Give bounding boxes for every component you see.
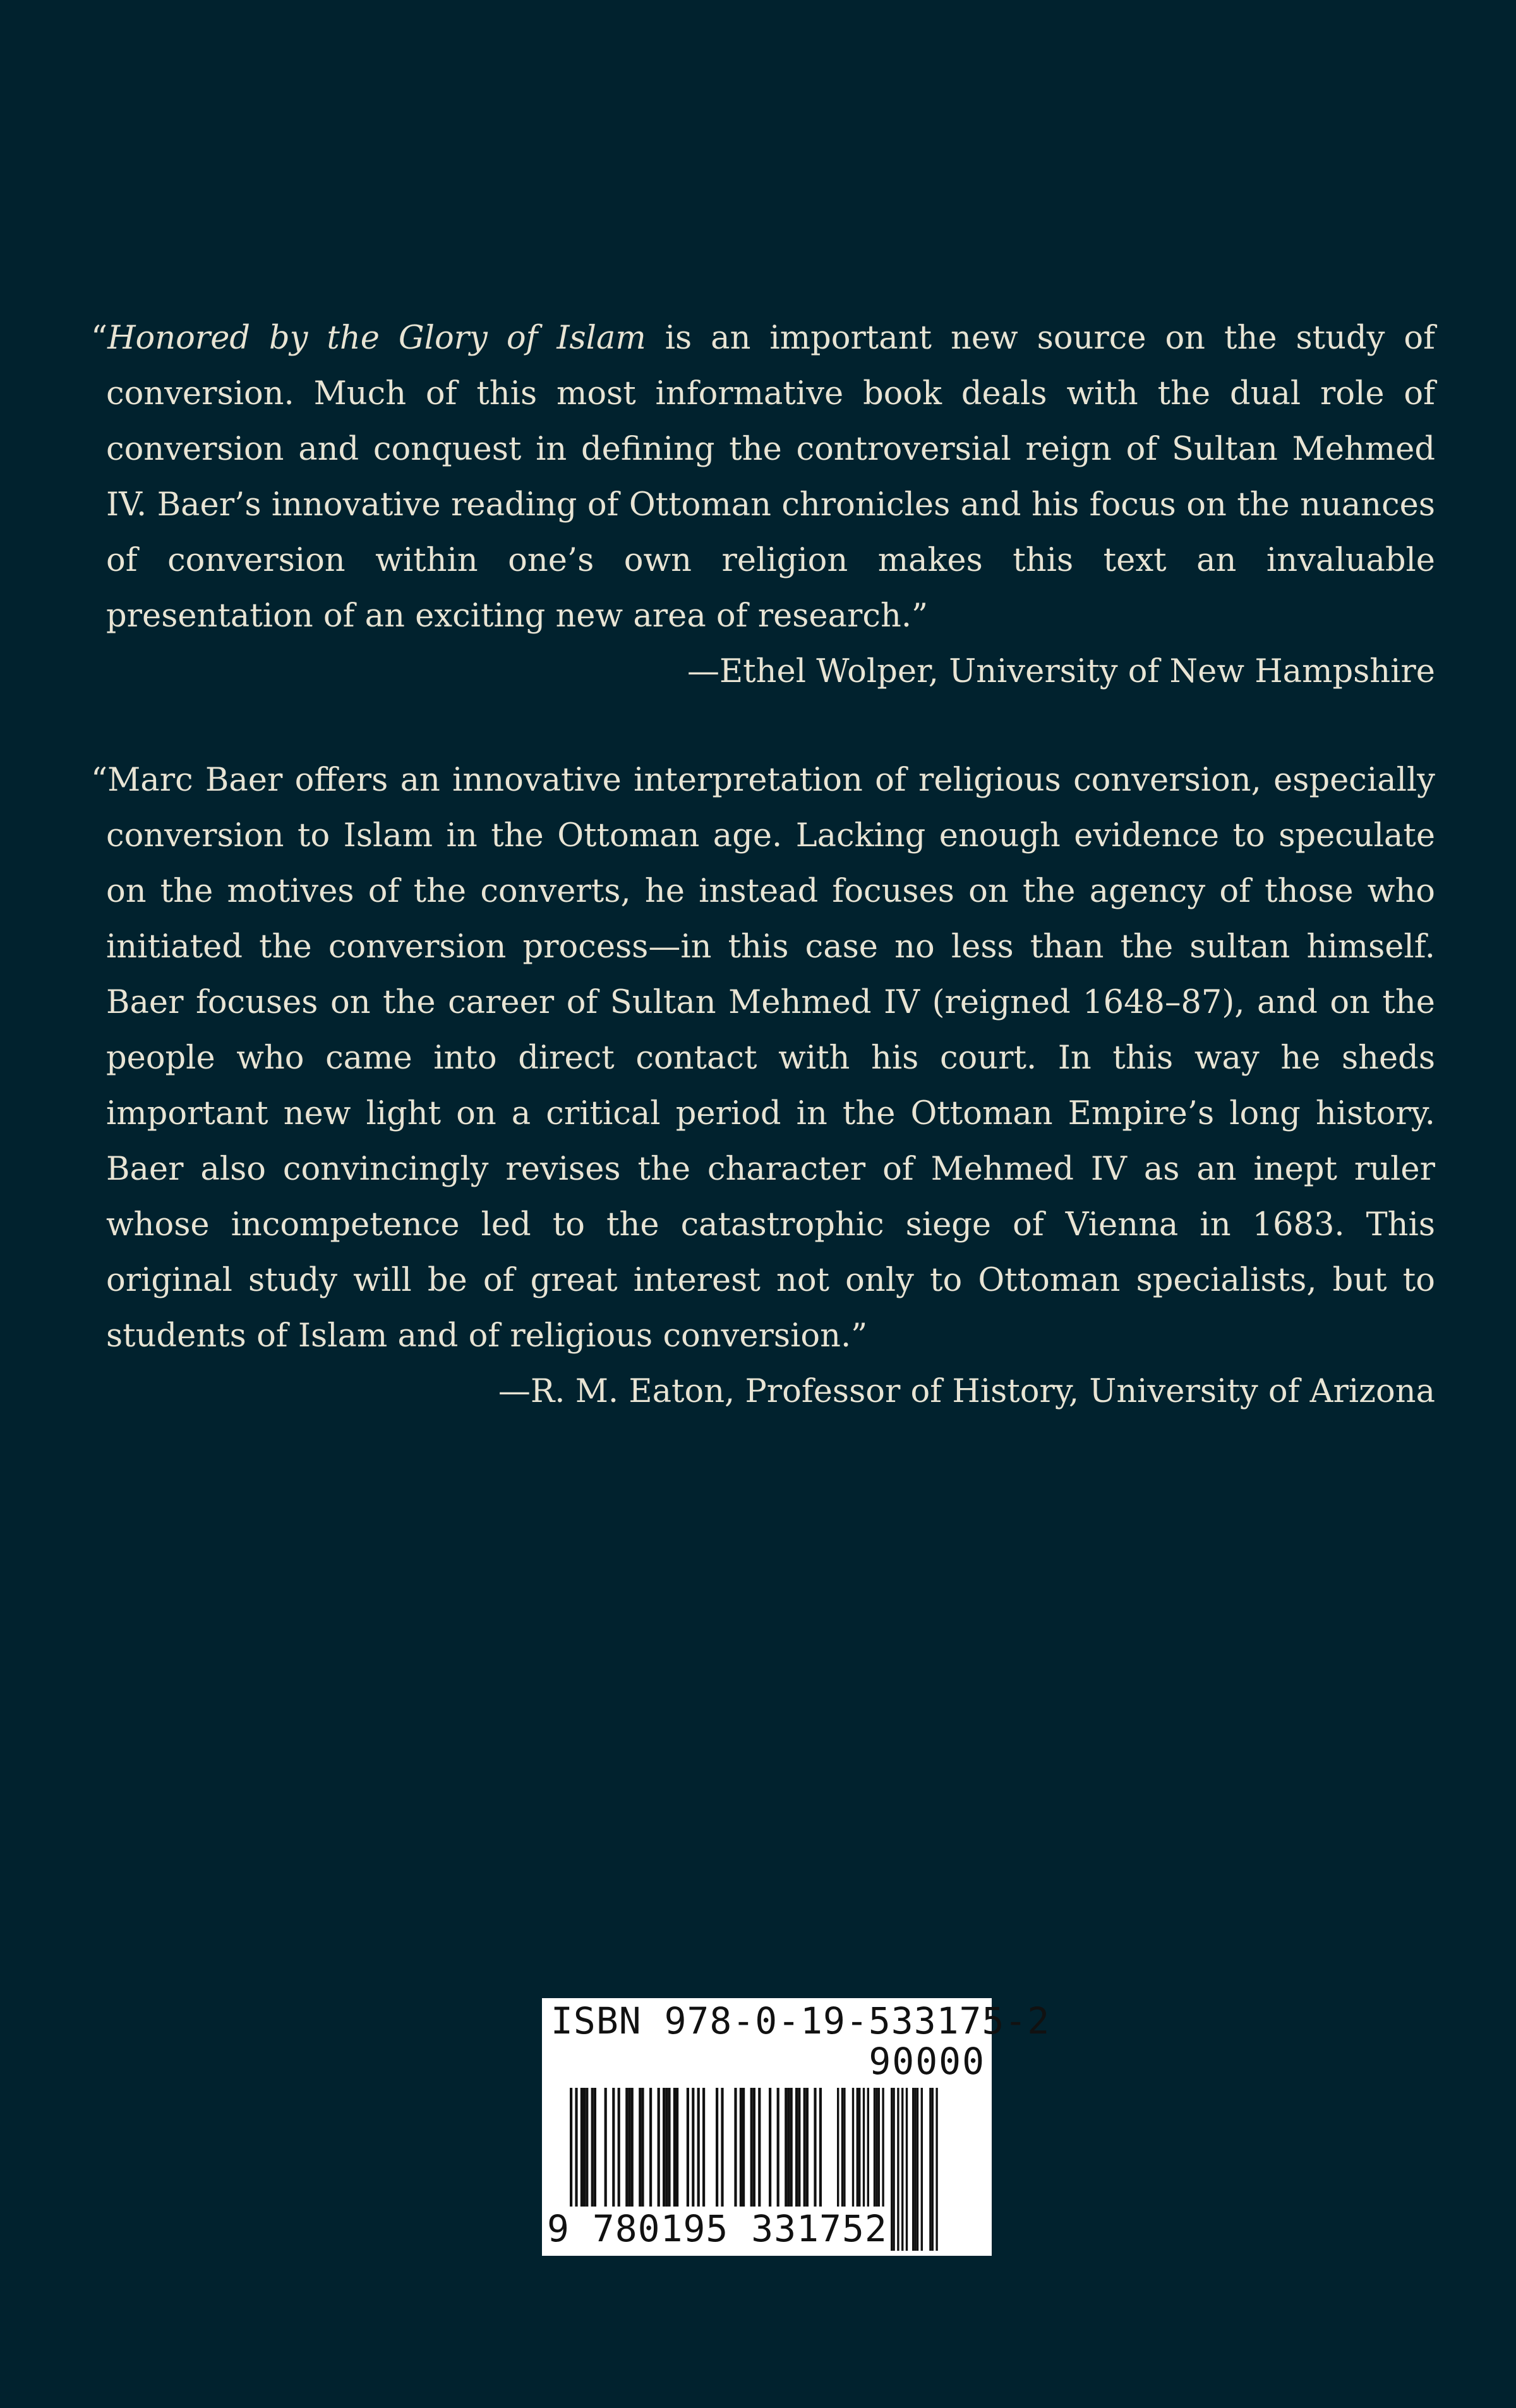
barcode-bar-21 xyxy=(676,2088,678,2208)
blurb-text: “Marc Baer offers an innovative interpretation of religious conversion, especially conversion to Islam in the Ottoman age. Lacking enough evidence to speculate on the motives of the converts, he instead focuses on the agency of those who initiated the conversion process—in this case no less than the sultan himself. Baer focuses on the career of Sultan Mehmed IV (reigned 1648–87), and on the people who came into direct contact with his court. In this way he sheds important new light on a critical period in the Ottoman Empire’s long history. Baer also convincingly revises the character of Mehmed IV as an inept ruler whose incompetence led to the catastrophic siege of Vienna in 1683. This original study will be of great interest not only to Ottoman specialists, but to students of Islam and of religious conversion.” xyxy=(91,762,1435,1355)
barcode-bar-8 xyxy=(612,2088,615,2208)
barcode-bar-18 xyxy=(665,2088,668,2208)
price-code: 90000 xyxy=(869,2040,985,2083)
barcode-bar-32 xyxy=(753,2088,755,2208)
addon-bar-64 xyxy=(917,2088,918,2251)
addon-bar-65 xyxy=(921,2088,923,2251)
barcode-bar-13 xyxy=(639,2088,641,2208)
addon-bar-68 xyxy=(935,2088,937,2251)
barcode-bar-43 xyxy=(814,2088,816,2222)
barcode-bar-19 xyxy=(668,2088,670,2208)
barcode-bar-16 xyxy=(658,2088,660,2208)
addon-bar-63 xyxy=(914,2088,916,2251)
addon-bar-66 xyxy=(929,2088,931,2251)
barcode-bar-41 xyxy=(803,2088,806,2208)
barcode-bar-14 xyxy=(641,2088,644,2208)
barcode-bar-20 xyxy=(673,2088,676,2208)
isbn-barcode xyxy=(542,1998,1050,2256)
isbn-label: ISBN 978-0-19-533175-2 xyxy=(551,1999,1050,2042)
barcode-bar-39 xyxy=(795,2088,798,2208)
addon-bar-67 xyxy=(932,2088,934,2251)
addon-bar-62 xyxy=(912,2088,914,2251)
barcode-bar-3 xyxy=(583,2088,586,2208)
barcode-bar-9 xyxy=(618,2088,620,2208)
barcode-bar-23 xyxy=(692,2088,694,2222)
barcode-bar-7 xyxy=(605,2088,607,2208)
barcode-bar-11 xyxy=(628,2088,630,2208)
blurb-quote-eaton xyxy=(91,753,1435,1420)
barcode-bar-29 xyxy=(740,2088,742,2208)
barcode-bar-31 xyxy=(750,2088,753,2208)
addon-bar-61 xyxy=(906,2088,908,2251)
barcode-bar-1 xyxy=(575,2088,577,2222)
barcode-bar-42 xyxy=(806,2088,809,2208)
barcode-bar-25 xyxy=(702,2088,705,2208)
barcode-bar-30 xyxy=(742,2088,745,2208)
blurb-text: “Honored by the Glory of Islam is an important new source on the study of conversion. Much of this most informative book deals with the dual role of conversion and conquest in defining the controversial reign of Sultan Mehmed IV. Baer’s innovative reading of Ottoman chronicles and his focus on the nuances of conversion within one’s own religion makes this text an invaluable presentation of an exciting new area of research.” xyxy=(91,320,1436,635)
barcode-bar-40 xyxy=(798,2088,800,2208)
barcode-bar-27 xyxy=(721,2088,723,2208)
barcode-bar-44 xyxy=(819,2088,822,2222)
addon-bar-58 xyxy=(893,2088,894,2251)
addon-bar-59 xyxy=(897,2088,899,2251)
addon-bar-60 xyxy=(901,2088,903,2251)
addon-bar-57 xyxy=(891,2088,893,2251)
barcode-bar-38 xyxy=(790,2088,793,2208)
book-title-italic: Honored by the Glory of Islam xyxy=(107,320,646,357)
ean-digits: 9 780195 331752 xyxy=(547,2207,890,2251)
barcode-bar-2 xyxy=(581,2088,583,2208)
barcode-bar-5 xyxy=(591,2088,594,2208)
barcode-bar-35 xyxy=(777,2088,779,2208)
barcode-bar-24 xyxy=(697,2088,700,2222)
blurb-attribution: —Ethel Wolper, University of New Hampshire xyxy=(687,653,1435,690)
barcode-bar-22 xyxy=(687,2088,689,2208)
barcode-bar-15 xyxy=(649,2088,652,2208)
barcode-bar-6 xyxy=(594,2088,596,2208)
barcode-bar-33 xyxy=(758,2088,761,2208)
blurb-attribution: —R. M. Eaton, Professor of History, University of Arizona xyxy=(498,1373,1435,1410)
barcode-bar-26 xyxy=(716,2088,718,2208)
barcode-bar-0 xyxy=(570,2088,572,2222)
blurb-quote-wolper xyxy=(91,311,1436,700)
barcode-bar-12 xyxy=(631,2088,634,2208)
barcode-bar-17 xyxy=(663,2088,665,2208)
barcode-bar-4 xyxy=(586,2088,588,2208)
barcode-bar-36 xyxy=(785,2088,787,2208)
barcode-bar-10 xyxy=(625,2088,628,2208)
barcode-bar-34 xyxy=(769,2088,771,2208)
barcode-bar-28 xyxy=(734,2088,737,2208)
barcode-bar-37 xyxy=(787,2088,790,2208)
